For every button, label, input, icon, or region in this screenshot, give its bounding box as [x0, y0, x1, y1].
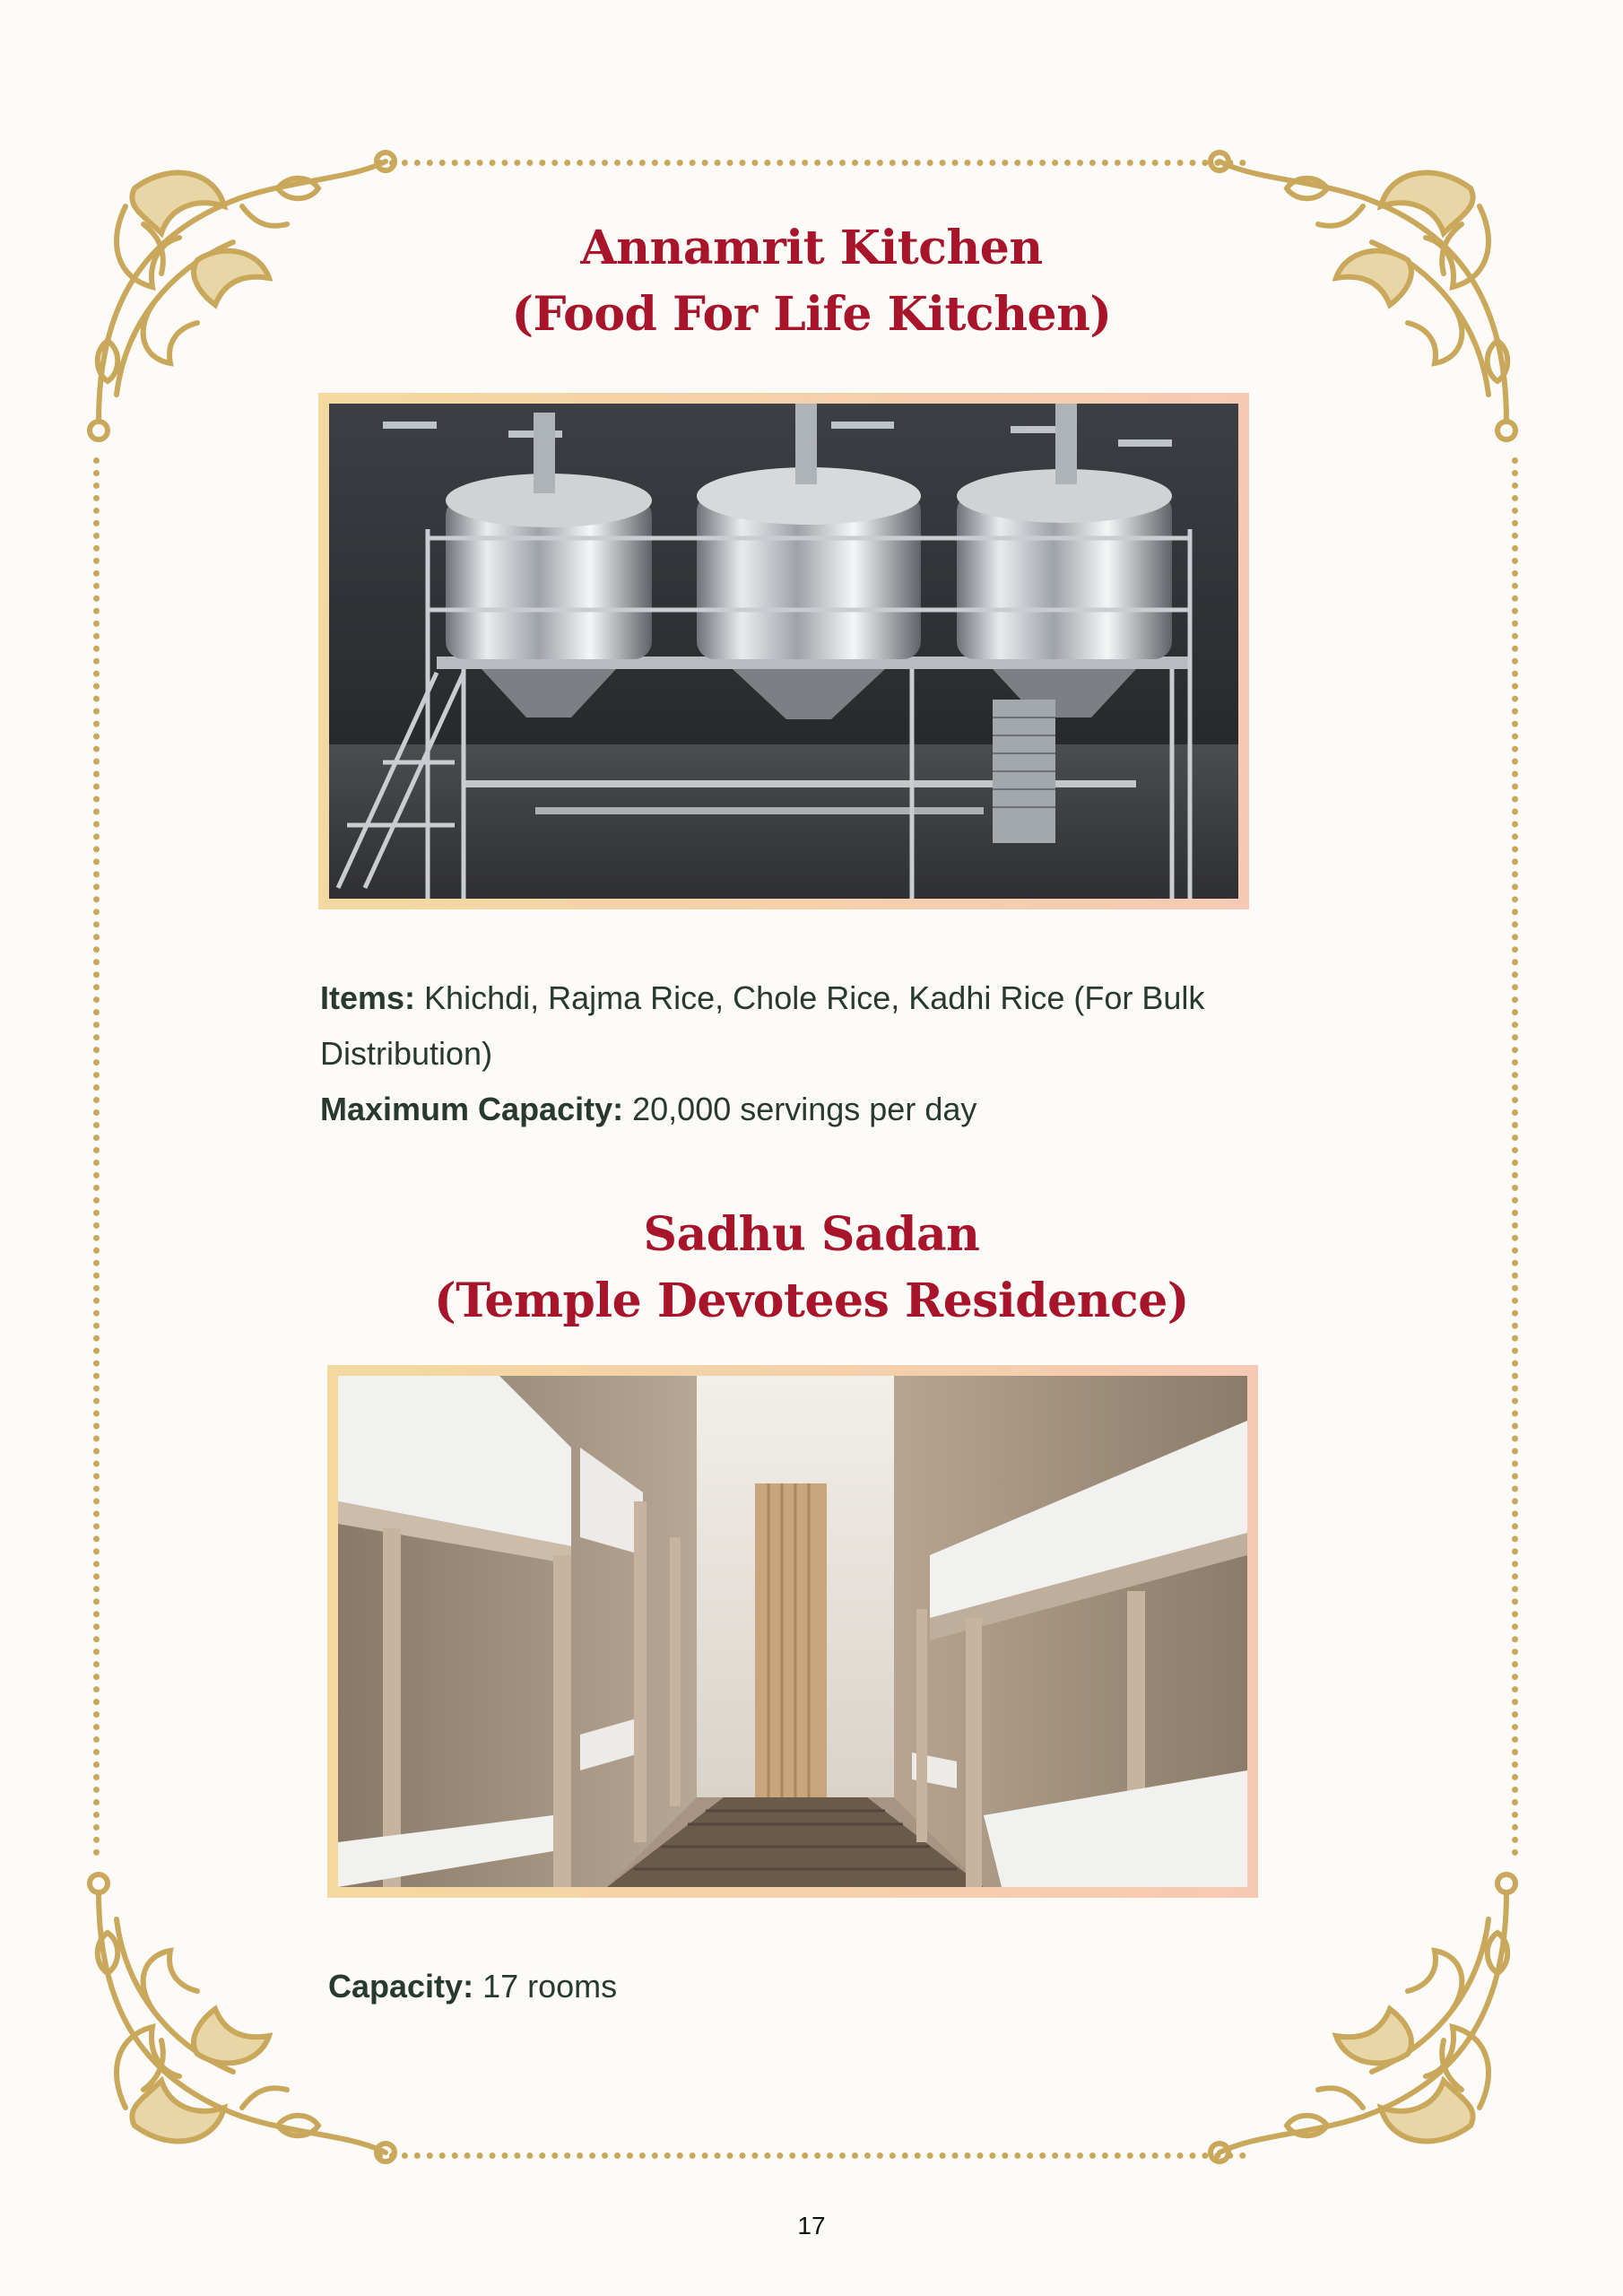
page-number: 17	[797, 2212, 826, 2239]
residence-heading-line2: (Temple Devotees Residence)	[434, 1274, 1189, 1328]
residence-heading-line1: Sadhu Sadan	[643, 1207, 980, 1262]
frame-bottom-dotted-line	[377, 2152, 1246, 2159]
kitchen-heading-line2: (Food For Life Kitchen)	[511, 287, 1112, 342]
corner-ornament-icon	[63, 1848, 404, 2188]
kitchen-heading-line1: Annamrit Kitchen	[580, 221, 1043, 275]
kitchen-heading	[0, 215, 1623, 348]
frame-top-dotted-line	[377, 160, 1246, 166]
room-capacity-value: 17 rooms	[482, 1968, 618, 2005]
kitchen-info	[320, 970, 1306, 1137]
frame-left-dotted-line	[93, 457, 100, 1857]
residence-info	[328, 1959, 1315, 2014]
residence-photo	[327, 1365, 1258, 1898]
max-capacity-label: Maximum Capacity:	[320, 1091, 624, 1127]
room-capacity-label: Capacity:	[328, 1968, 474, 2005]
items-label: Items:	[320, 979, 416, 1016]
items-value: Khichdi, Rajma Rice, Chole Rice, Kadhi Rice (For Bulk Distribution)	[320, 979, 1205, 1072]
corner-ornament-icon	[1202, 1848, 1542, 2188]
max-capacity-value: 20,000 servings per day	[632, 1091, 977, 1127]
frame-right-dotted-line	[1512, 457, 1518, 1857]
residence-heading	[0, 1202, 1623, 1335]
kitchen-photo	[318, 393, 1249, 909]
